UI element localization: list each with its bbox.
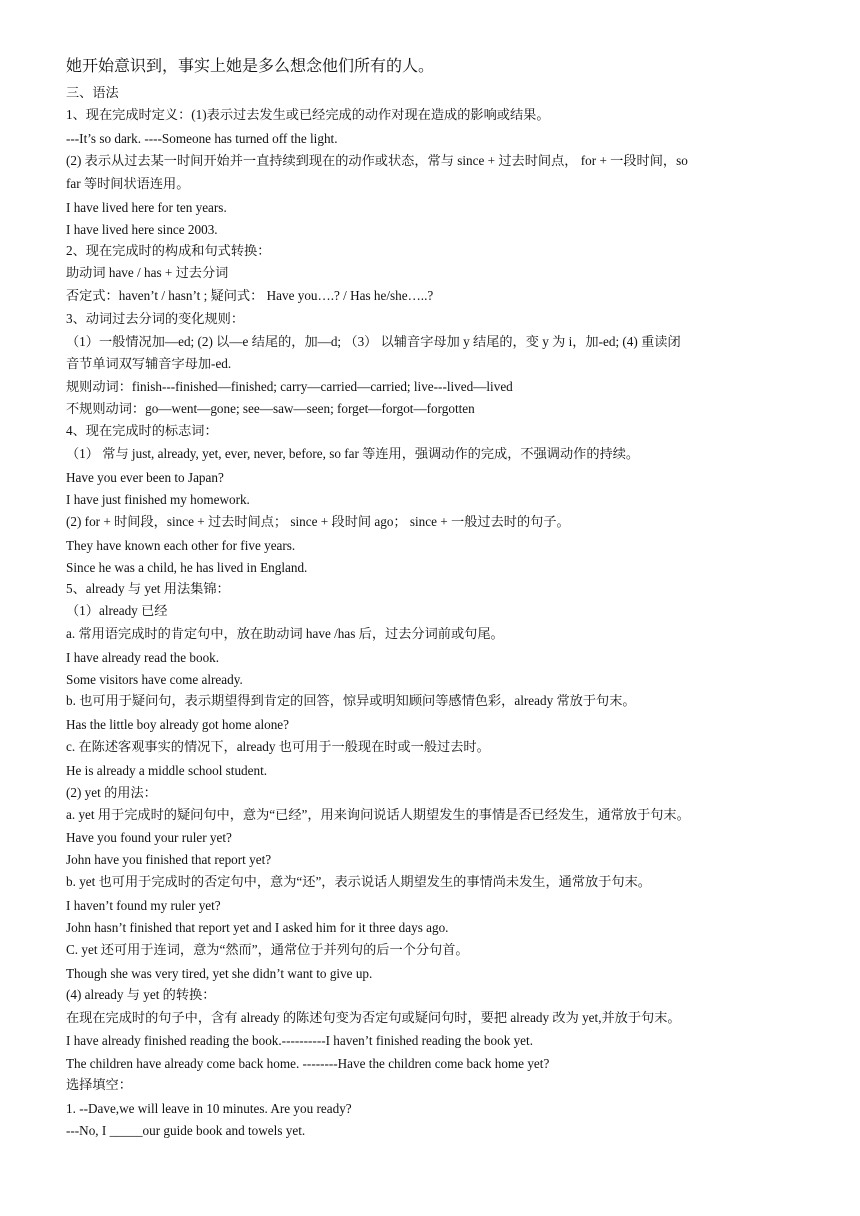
example-line: Have you ever been to Japan? bbox=[66, 470, 224, 485]
structure-heading: 2、现在完成时的构成和句式转换： bbox=[66, 243, 271, 258]
example-line: He is already a middle school student. bbox=[66, 763, 268, 778]
usage-line: a. yet 用于完成时的疑问句中，意为“已经”，用来询问说话人期望发生的事情是否已经发生，通常放于句末。 bbox=[66, 807, 690, 822]
structure-line: 助动词 have / has + 过去分词 bbox=[66, 265, 229, 280]
usage-line: c. 在陈述客观事实的情况下，already 也可用于一般现在时或一般过去时。 bbox=[66, 739, 490, 754]
section-heading-grammar: 三、语法 bbox=[66, 85, 119, 100]
example-line: Has the little boy already got home alone? bbox=[66, 717, 290, 732]
example-line: Some visitors have come already. bbox=[66, 672, 243, 687]
example-line: John hasn’t finished that report yet and I asked him for it three days ago. bbox=[66, 920, 449, 935]
example-line: I have already read the book. bbox=[66, 650, 220, 665]
example-line: They have known each other for five years. bbox=[66, 538, 296, 553]
usage-line: b. 也可用于疑问句，表示期望得到肯定的回答，惊异或明知顾问等感情色彩，already 常放于句末。 bbox=[66, 693, 636, 708]
already-subheading: （1）already 已经 bbox=[66, 603, 168, 618]
example-line: Have you found your ruler yet? bbox=[66, 830, 232, 845]
definition-line: (2) 表示从过去某一时间开始并一直持续到现在的动作或状态，常与 since + 过去时间点， for + 一段时间，so bbox=[66, 153, 688, 168]
usage-line: b. yet 也可用于完成时的否定句中，意为“还”，表示说话人期望发生的事情尚未发生，通常放于句末。 bbox=[66, 874, 651, 889]
signal-words-line: (2) for + 时间段，since + 过去时间点； since + 段时间 ago； since + 一般过去时的句子。 bbox=[66, 514, 570, 529]
example-line: ---It’s so dark. ----Someone has turned off the light. bbox=[66, 131, 338, 146]
exercise-heading: 选择填空： bbox=[66, 1077, 132, 1092]
irregular-verbs-line: 不规则动词：go—went—gone; see—saw—seen; forget—forgot—forgotten bbox=[66, 401, 475, 416]
example-line: Though she was very tired, yet she didn’t want to give up. bbox=[66, 966, 373, 981]
example-line: Since he was a child, he has lived in England. bbox=[66, 560, 308, 575]
example-line: I have lived here since 2003. bbox=[66, 222, 218, 237]
intro-sentence: 她开始意识到，事实上她是多么想念他们所有的人。 bbox=[66, 58, 435, 75]
rules-line: 音节单词双写辅音字母加-ed. bbox=[66, 356, 232, 371]
regular-verbs-line: 规则动词：finish---finished—finished; carry—carried—carried; live---lived—lived bbox=[66, 379, 513, 394]
exercise-question: 1. --Dave,we will leave in 10 minutes. Are you ready? bbox=[66, 1101, 352, 1116]
structure-line: 否定式：haven’t / hasn’t ; 疑问式： Have you….? / Has he/she…..? bbox=[66, 288, 434, 303]
usage-line: 在现在完成时的句子中，含有 already 的陈述句变为否定句或疑问句时，要把 already 改为 yet,并放于句末。 bbox=[66, 1010, 681, 1025]
signal-words-heading: 4、现在完成时的标志词： bbox=[66, 423, 218, 438]
rules-heading: 3、动词过去分词的变化规则： bbox=[66, 311, 245, 326]
definition-line: far 等时间状语连用。 bbox=[66, 176, 190, 191]
example-line: John have you finished that report yet? bbox=[66, 852, 272, 867]
example-line: I have just finished my homework. bbox=[66, 492, 250, 507]
definition-heading: 1、现在完成时定义：(1)表示过去发生或已经完成的动作对现在造成的影响或结果。 bbox=[66, 107, 550, 122]
already-yet-heading: 5、already 与 yet 用法集锦： bbox=[66, 581, 230, 596]
exercise-answer-blank: ---No, I _____our guide book and towels yet. bbox=[66, 1123, 306, 1138]
signal-words-line: （1） 常与 just, already, yet, ever, never, before, so far 等连用，强调动作的完成，不强调动作的持续。 bbox=[66, 446, 640, 461]
example-line: I haven’t found my ruler yet? bbox=[66, 898, 221, 913]
usage-line: a. 常用语完成时的肯定句中，放在助动词 have /has 后，过去分词前或句尾。 bbox=[66, 626, 504, 641]
example-line: I have already finished reading the book.----------I haven’t finished reading the book yet. bbox=[66, 1033, 533, 1048]
example-line: I have lived here for ten years. bbox=[66, 200, 227, 215]
example-line: The children have already come back home. --------Have the children come back home yet? bbox=[66, 1056, 550, 1071]
usage-line: C. yet 还可用于连词，意为“然而”，通常位于并列句的后一个分句首。 bbox=[66, 942, 469, 957]
rules-line: （1）一般情况加—ed; (2) 以—e 结尾的，加—d; （3） 以辅音字母加 y 结尾的，变 y 为 i，加-ed; (4) 重读闭 bbox=[66, 334, 681, 349]
yet-subheading: (2) yet 的用法： bbox=[66, 785, 157, 800]
conversion-heading: (4) already 与 yet 的转换： bbox=[66, 987, 216, 1002]
